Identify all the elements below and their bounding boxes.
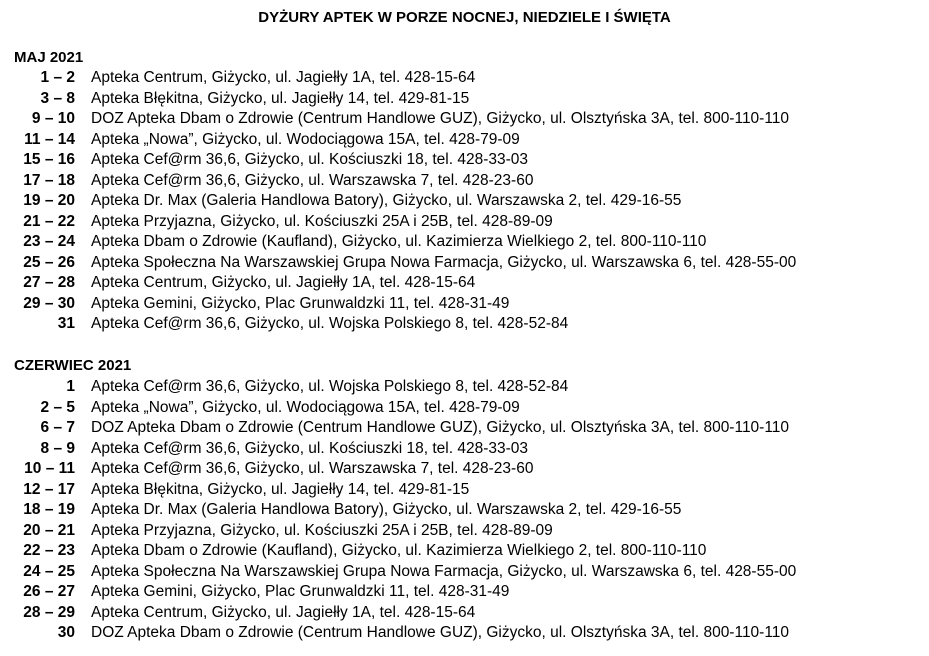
month-heading-may: MAJ 2021 — [14, 49, 84, 66]
duty-list-june — [0, 377, 929, 644]
pharmacy-entry: Apteka Społeczna Na Warszawskiej Grupa Nowa Farmacja, Giżycko, ul. Warszawska 6, tel. 428-55-00 — [91, 562, 797, 580]
pharmacy-entry: DOZ Apteka Dbam o Zdrowie (Centrum Handlowe GUZ), Giżycko, ul. Olsztyńska 3A, tel. 800-110-110 — [91, 110, 790, 127]
duty-row — [0, 109, 929, 130]
document-title: DYŻURY APTEK W PORZE NOCNEJ, NIEDZIELE I ŚWIĘTA — [258, 9, 671, 26]
duty-dates: 25 – 26 — [23, 253, 75, 271]
pharmacy-entry: Apteka „Nowa”, Giżycko, ul. Wodociągowa 15A, tel. 428-79-09 — [91, 130, 520, 148]
month-heading-june: CZERWIEC 2021 — [14, 357, 132, 374]
duty-dates: 21 – 22 — [23, 212, 75, 230]
duty-dates: 10 – 11 — [24, 460, 75, 477]
duty-dates: 23 – 24 — [23, 233, 75, 250]
pharmacy-entry: Apteka Cef@rm 36,6, Giżycko, ul. Kościuszki 18, tel. 428-33-03 — [91, 439, 529, 457]
duty-dates: 2 – 5 — [40, 398, 75, 416]
pharmacy-entry: Apteka Społeczna Na Warszawskiej Grupa Nowa Farmacja, Giżycko, ul. Warszawska 6, tel. 428-55-00 — [91, 253, 797, 271]
duty-row — [0, 500, 929, 521]
pharmacy-entry: Apteka Cef@rm 36,6, Giżycko, ul. Wojska Polskiego 8, tel. 428-52-84 — [91, 315, 569, 332]
pharmacy-entry: Apteka Przyjazna, Giżycko, ul. Kościuszki 25A i 25B, tel. 428-89-09 — [91, 521, 553, 539]
duty-dates: 31 — [57, 315, 75, 332]
duty-list-may — [0, 68, 929, 335]
pharmacy-entry: Apteka Dbam o Zdrowie (Kaufland), Giżycko, ul. Kazimierza Wielkiego 2, tel. 800-110-110 — [91, 233, 707, 250]
duty-row — [0, 130, 929, 151]
duty-row — [0, 171, 929, 192]
duty-row — [0, 603, 929, 624]
pharmacy-entry: Apteka Gemini, Giżycko, Plac Grunwaldzki 11, tel. 428-31-49 — [91, 294, 510, 312]
duty-dates: 30 — [57, 624, 75, 641]
duty-row — [0, 623, 929, 644]
duty-row — [0, 232, 929, 253]
duty-dates: 27 – 28 — [23, 274, 75, 291]
duty-dates: 19 – 20 — [23, 192, 75, 209]
duty-row — [0, 439, 929, 460]
duty-dates: 15 – 16 — [23, 151, 75, 168]
duty-dates: 11 – 14 — [24, 130, 75, 148]
pharmacy-entry: Apteka Dbam o Zdrowie (Kaufland), Giżycko, ul. Kazimierza Wielkiego 2, tel. 800-110-110 — [91, 542, 707, 559]
pharmacy-entry: Apteka Cef@rm 36,6, Giżycko, ul. Kościuszki 18, tel. 428-33-03 — [91, 151, 529, 168]
pharmacy-entry: DOZ Apteka Dbam o Zdrowie (Centrum Handlowe GUZ), Giżycko, ul. Olsztyńska 3A, tel. 800-110-110 — [91, 419, 790, 436]
duty-dates: 29 – 30 — [23, 294, 75, 312]
pharmacy-entry: Apteka Cef@rm 36,6, Giżycko, ul. Warszawska 7, tel. 428-23-60 — [91, 171, 534, 189]
duty-row — [0, 480, 929, 501]
duty-row — [0, 541, 929, 562]
duty-row — [0, 89, 929, 110]
pharmacy-entry: Apteka „Nowa”, Giżycko, ul. Wodociągowa 15A, tel. 428-79-09 — [91, 398, 520, 416]
duty-dates: 8 – 9 — [40, 439, 75, 457]
duty-dates: 22 – 23 — [23, 542, 75, 559]
duty-row — [0, 398, 929, 419]
duty-dates: 1 — [66, 378, 75, 395]
duty-dates: 26 – 27 — [23, 583, 75, 600]
duty-dates: 18 – 19 — [23, 501, 75, 518]
pharmacy-entry: Apteka Przyjazna, Giżycko, ul. Kościuszki 25A i 25B, tel. 428-89-09 — [91, 212, 553, 230]
pharmacy-entry: Apteka Cef@rm 36,6, Giżycko, ul. Warszawska 7, tel. 428-23-60 — [91, 460, 534, 477]
duty-row — [0, 191, 929, 212]
duty-dates: 17 – 18 — [23, 171, 75, 189]
duty-row — [0, 314, 929, 335]
duty-row — [0, 582, 929, 603]
pharmacy-entry: Apteka Dr. Max (Galeria Handlowa Batory), Giżycko, ul. Warszawska 2, tel. 429-16-55 — [91, 501, 682, 518]
pharmacy-entry: Apteka Cef@rm 36,6, Giżycko, ul. Wojska Polskiego 8, tel. 428-52-84 — [91, 378, 569, 395]
pharmacy-entry: Apteka Dr. Max (Galeria Handlowa Batory), Giżycko, ul. Warszawska 2, tel. 429-16-55 — [91, 192, 682, 209]
duty-row — [0, 273, 929, 294]
duty-dates: 3 – 8 — [40, 89, 75, 107]
duty-row — [0, 253, 929, 274]
duty-row — [0, 150, 929, 171]
duty-dates: 28 – 29 — [23, 603, 75, 621]
duty-dates: 1 – 2 — [40, 69, 75, 86]
pharmacy-entry: Apteka Centrum, Giżycko, ul. Jagiełły 1A, tel. 428-15-64 — [91, 603, 476, 621]
pharmacy-entry: DOZ Apteka Dbam o Zdrowie (Centrum Handlowe GUZ), Giżycko, ul. Olsztyńska 3A, tel. 800-110-110 — [91, 624, 790, 641]
duty-dates: 24 – 25 — [23, 562, 75, 580]
duty-row — [0, 68, 929, 89]
duty-row — [0, 521, 929, 542]
duty-row — [0, 418, 929, 439]
pharmacy-entry: Apteka Gemini, Giżycko, Plac Grunwaldzki 11, tel. 428-31-49 — [91, 583, 510, 600]
duty-row — [0, 294, 929, 315]
pharmacy-entry: Apteka Błękitna, Giżycko, ul. Jagiełły 14, tel. 429-81-15 — [91, 89, 470, 107]
pharmacy-entry: Apteka Centrum, Giżycko, ul. Jagiełły 1A, tel. 428-15-64 — [91, 69, 476, 86]
duty-dates: 12 – 17 — [23, 480, 75, 498]
duty-row — [0, 459, 929, 480]
duty-row — [0, 377, 929, 398]
duty-dates: 6 – 7 — [40, 419, 75, 436]
duty-dates: 20 – 21 — [23, 521, 75, 539]
pharmacy-entry: Apteka Błękitna, Giżycko, ul. Jagiełły 14, tel. 429-81-15 — [91, 480, 470, 498]
pharmacy-entry: Apteka Centrum, Giżycko, ul. Jagiełły 1A, tel. 428-15-64 — [91, 274, 476, 291]
duty-dates: 9 – 10 — [31, 110, 75, 127]
duty-row — [0, 562, 929, 583]
duty-row — [0, 212, 929, 233]
